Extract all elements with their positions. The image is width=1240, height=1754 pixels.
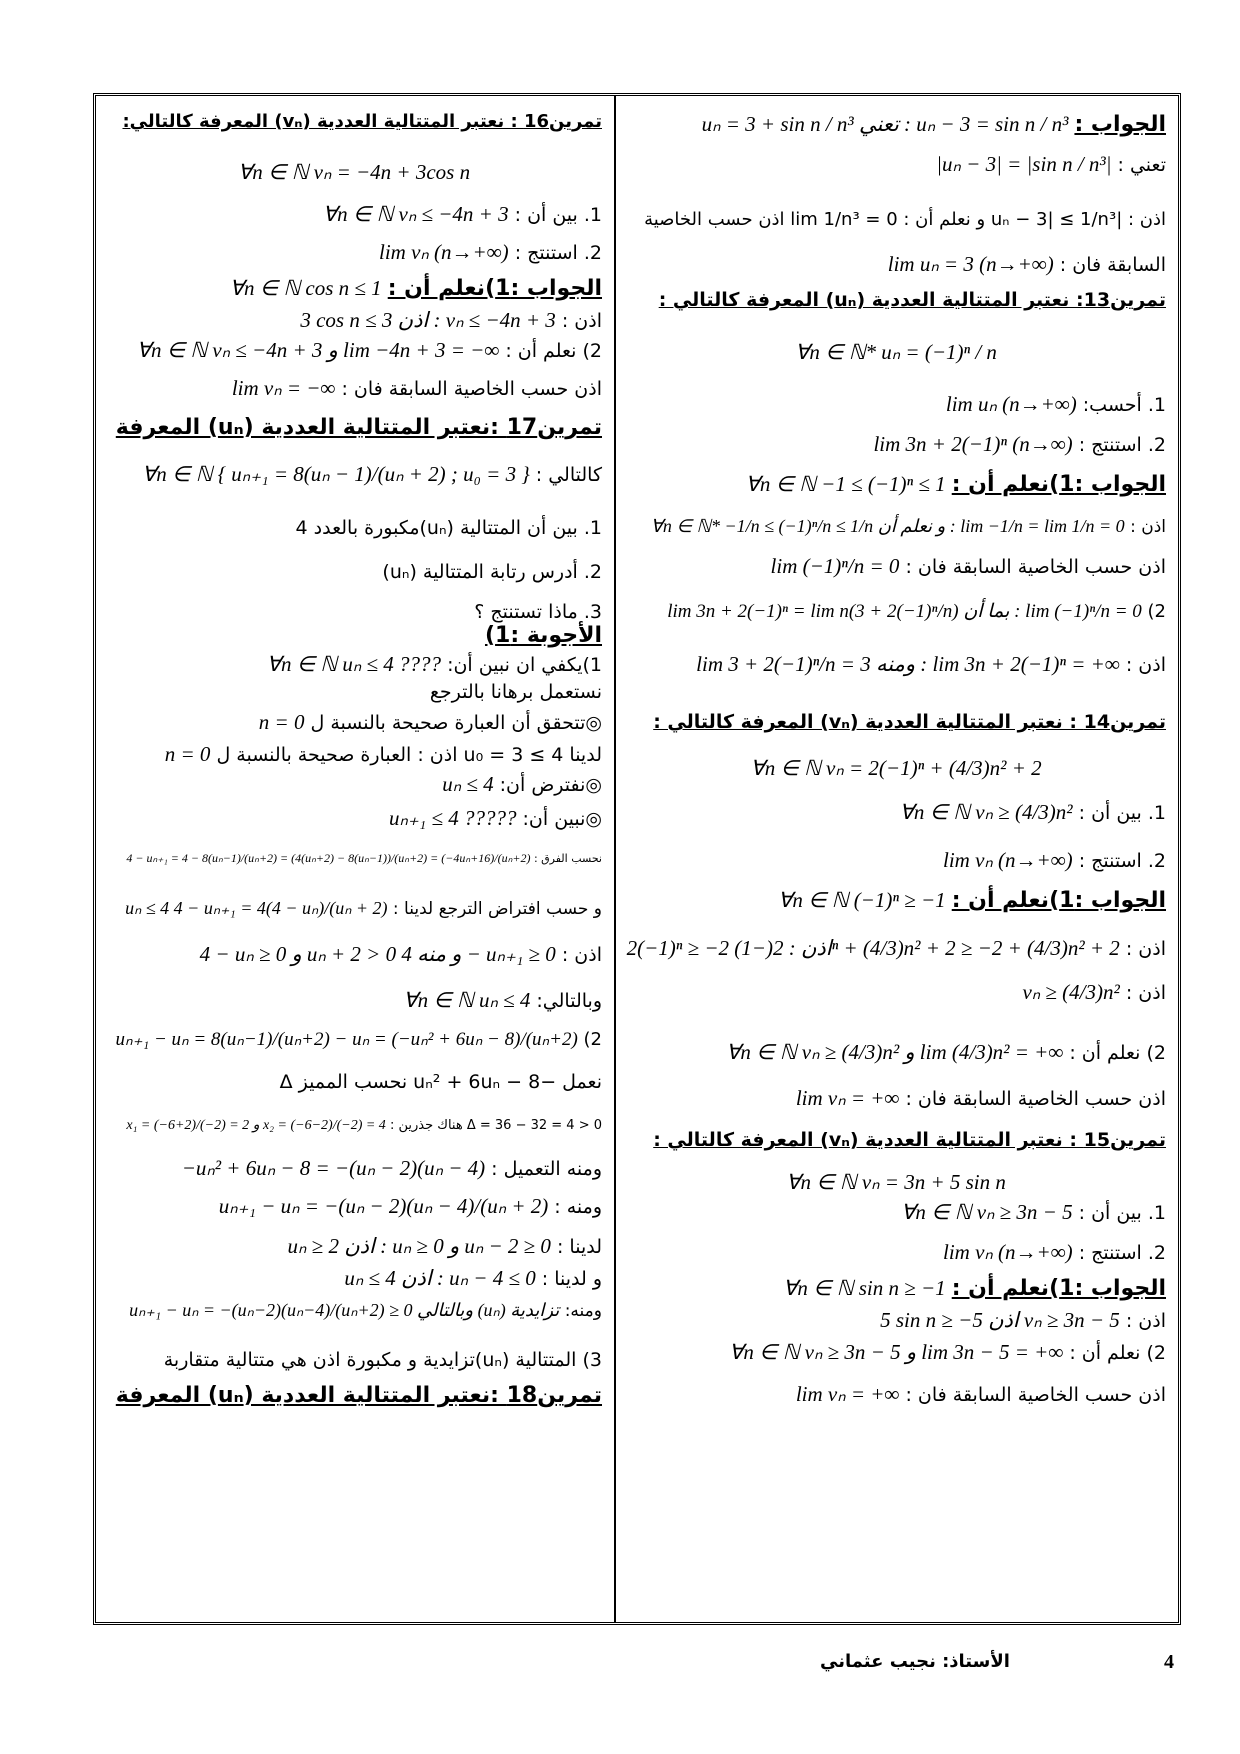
right-line-4-exercise-heading — [626, 288, 1166, 313]
right-line-6-formula: lim uₙ (n→+∞) — [945, 392, 1077, 416]
left-line-5-text: اذن : — [561, 310, 602, 332]
left-line-6-text: 2) نعلم أن : — [505, 340, 602, 362]
right-line-27 — [626, 1308, 1166, 1333]
left-line-12-text: 3. ماذا تستنتج ؟ — [474, 601, 602, 623]
left-line-26-text: Δ = 36 − 32 = 4 > 0 هناك جذرين : — [389, 1118, 602, 1133]
left-line-6-formula: ∀n ∈ ℕ vₙ ≤ −4n + 3 و lim −4n + 3 = −∞ — [136, 338, 500, 362]
right-line-14-formula: ∀n ∈ ℕ vₙ = 2(−1)ⁿ + (4/3)n² + 2 — [750, 756, 1042, 780]
right-line-10-text: اذن حسب الخاصية السابقة فان : — [905, 556, 1166, 578]
right-line-26-text: الجواب :1)نعلم أن : — [951, 1276, 1166, 1301]
right-line-19-formula: vₙ ≥ (4/3)n² — [1022, 980, 1120, 1004]
left-line-16 — [106, 710, 602, 735]
right-line-25-text: 2. استنتج : — [1078, 1242, 1166, 1264]
left-line-15 — [106, 680, 602, 704]
left-line-7-text: اذن حسب الخاصية السابقة فان : — [341, 378, 602, 400]
left-line-4-text: الجواب :1)نعلم أن : — [387, 276, 602, 301]
left-line-2 — [106, 202, 602, 227]
right-line-3-text: السابقة فان : — [1059, 254, 1166, 276]
left-line-13-answer-heading — [106, 624, 602, 648]
left-line-20-formula: 4 − uₙ₊₁ = 4 − 8(uₙ−1)/(uₙ+2) = (4(uₙ+2) − 8(uₙ−1))/(uₙ+2) = (−4uₙ+16)/(uₙ+2) — [126, 851, 531, 865]
left-line-29-text: لدينا : — [556, 1236, 602, 1258]
right-line-9-formula: ∀n ∈ ℕ* −1/n ≤ (−1)ⁿ/n ≤ 1/n و نعلم أن : lim −1/n = lim 1/n = 0 — [650, 516, 1125, 536]
right-line-9 — [626, 514, 1166, 539]
right-line-7-text: 2. استنتج : — [1078, 434, 1166, 456]
left-line-10-text: 1. بين أن المتتالية (uₙ)مكبورة بالعدد 4 — [295, 517, 602, 539]
right-line-0-formula: uₙ = 3 + sin n / n³ تعني : uₙ − 3 = sin n / n³ — [701, 112, 1069, 136]
right-line-20 — [626, 1040, 1166, 1065]
left-line-29 — [106, 1234, 602, 1259]
right-line-5-formula: ∀n ∈ ℕ* uₙ = (−1)ⁿ / n — [795, 340, 997, 364]
left-line-8-exercise-heading — [106, 416, 602, 440]
right-line-26-answer-heading — [626, 1276, 1166, 1301]
left-line-28 — [106, 1194, 602, 1219]
left-line-19 — [106, 806, 602, 831]
right-line-28-text: 2) نعلم أن : — [1069, 1342, 1166, 1364]
right-line-11 — [626, 600, 1166, 624]
right-column — [622, 100, 1170, 1754]
left-line-26 — [106, 1114, 602, 1138]
right-line-12-text: اذن : — [1125, 654, 1166, 676]
left-line-30-formula: uₙ ≤ 4 اذن : uₙ − 4 ≤ 0 — [344, 1266, 536, 1290]
left-line-5 — [106, 308, 602, 333]
left-line-23-formula: ∀n ∈ ℕ uₙ ≤ 4 — [403, 988, 531, 1012]
left-line-32 — [106, 1348, 602, 1372]
left-line-14 — [106, 652, 602, 677]
left-line-1 — [106, 160, 602, 185]
left-line-9 — [106, 462, 602, 487]
left-line-22-text: اذن : — [561, 944, 602, 966]
left-line-16-formula: n = 0 — [258, 710, 305, 734]
left-line-22 — [106, 942, 602, 967]
left-line-20-text: نحسب الفرق : — [533, 852, 602, 865]
left-line-14-text: 1)يكفي ان نبين أن: — [447, 654, 602, 676]
right-line-18-text: اذن : — [1125, 938, 1166, 960]
right-line-13-text: تمرين14 : نعتبر المتتالية العددية (vₙ) المعرفة كالتالي : — [653, 711, 1166, 733]
left-line-23 — [106, 988, 602, 1013]
left-line-19-formula: uₙ₊₁ ≤ 4 ????? — [388, 806, 517, 830]
left-line-18-text: ◎نفترض أن: — [499, 774, 602, 796]
right-line-28-formula: ∀n ∈ ℕ vₙ ≥ 3n − 5 و lim 3n − 5 = +∞ — [728, 1340, 1064, 1364]
left-line-25-text: نعمل −uₙ² + 6uₙ − 8 نحسب المميز Δ — [279, 1071, 602, 1093]
right-line-5 — [626, 340, 1166, 365]
right-line-8-text: الجواب :1)نعلم أن : — [951, 472, 1166, 497]
left-line-27-text: ومنه التعميل : — [491, 1158, 602, 1180]
right-line-20-formula: ∀n ∈ ℕ vₙ ≥ (4/3)n² و lim (4/3)n² = +∞ — [726, 1040, 1064, 1064]
right-line-2 — [626, 208, 1166, 232]
left-line-4-formula: ∀n ∈ ℕ cos n ≤ 1 — [229, 276, 382, 300]
left-line-17-text: لدينا u₀ = 3 ≤ 4 اذن : العبارة صحيحة بالنسبة ل — [216, 744, 602, 766]
right-line-10-formula: lim (−1)ⁿ/n = 0 — [770, 554, 900, 578]
right-line-3-formula: lim uₙ = 3 (n→+∞) — [887, 252, 1054, 276]
left-line-23-text: وبالتالي: — [536, 990, 602, 1012]
right-line-2-text: اذن : |uₙ − 3| ≤ 1/n³ و نعلم أن : lim 1/n³ = 0 اذن حسب الخاصية — [644, 209, 1166, 230]
left-line-21-text: و حسب افتراض الترجع لدينا : — [392, 899, 602, 919]
left-line-31-text: ومنه: — [564, 1301, 602, 1321]
left-line-3-formula: lim vₙ (n→+∞) — [379, 240, 509, 264]
right-line-21-text: اذن حسب الخاصية السابقة فان : — [905, 1088, 1166, 1110]
left-line-22-formula: 4 − uₙ ≥ 0 و uₙ + 2 > 0 و منه 4 − uₙ₊₁ ≥ 0 — [199, 942, 556, 966]
right-line-0-answer-heading — [626, 112, 1166, 137]
right-line-18-formula: 2(−1)ⁿ ≥ −2 اذن : 2(−1)ⁿ + (4/3)n² + 2 ≥ −2 + (4/3)n² + 2 — [626, 936, 1120, 960]
left-line-24-formula: uₙ₊₁ − uₙ = 8(uₙ−1)/(uₙ+2) − uₙ = (−uₙ² + 6uₙ − 8)/(uₙ+2) — [115, 1029, 578, 1050]
right-line-17-text: الجواب :1)نعلم أن : — [951, 888, 1166, 913]
left-line-30-text: و لدينا : — [541, 1268, 602, 1290]
right-line-25 — [626, 1240, 1166, 1265]
right-line-24-formula: ∀n ∈ ℕ vₙ ≥ 3n − 5 — [900, 1200, 1073, 1224]
left-line-32-text: 3) المتتالية (uₙ)تزايدية و مكبورة اذن هي متتالية متقاربة — [163, 1349, 602, 1371]
column-divider — [614, 96, 616, 1622]
right-line-19-text: اذن : — [1125, 982, 1166, 1004]
left-line-0-text: تمرين16 : نعتبر المتتالية العددية (vₙ) المعرفة كالتالي: — [122, 111, 602, 132]
right-line-1-formula: |uₙ − 3| = |sin n / n³| — [936, 152, 1112, 176]
left-line-24-text: 2) — [583, 1029, 602, 1050]
left-line-28-formula: uₙ₊₁ − uₙ = −(uₙ − 2)(uₙ − 4)/(uₙ + 2) — [218, 1194, 549, 1218]
right-line-4-text: تمرين13: نعتبر المتتالية العددية (uₙ) المعرفة كالتالي : — [658, 289, 1166, 311]
right-line-23 — [626, 1170, 1166, 1195]
right-line-17-formula: ∀n ∈ ℕ (−1)ⁿ ≥ −1 — [777, 888, 946, 912]
left-line-29-formula: uₙ ≥ 2 اذن : uₙ ≥ 0 و uₙ − 2 ≥ 0 — [287, 1234, 551, 1258]
left-line-26-formula: x₁ = (−6+2)/(−2) = 2 و x₂ = (−6−2)/(−2) = 4 — [126, 1118, 386, 1133]
right-line-14 — [626, 756, 1166, 781]
left-line-13-text: الأجوبة :1) — [484, 623, 602, 648]
right-line-25-formula: lim vₙ (n→+∞) — [943, 1240, 1073, 1264]
page-number: 4 — [1164, 1651, 1174, 1673]
right-line-21-formula: lim vₙ = +∞ — [795, 1086, 900, 1110]
right-line-11-formula: lim 3n + 2(−1)ⁿ = lim n(3 + 2(−1)ⁿ/n) بما أن : lim (−1)ⁿ/n = 0 — [667, 601, 1142, 622]
right-line-26-formula: ∀n ∈ ℕ sin n ≥ −1 — [782, 1276, 946, 1300]
left-line-24 — [106, 1028, 602, 1052]
left-line-21 — [106, 896, 602, 921]
left-line-14-formula: ∀n ∈ ℕ uₙ ≤ 4 ???? — [266, 652, 442, 676]
right-line-20-text: 2) نعلم أن : — [1069, 1042, 1166, 1064]
left-line-8-text: تمرين17 :نعتبر المتتالية العددية (uₙ) المعرفة — [115, 415, 602, 440]
left-line-27-formula: −uₙ² + 6uₙ − 8 = −(uₙ − 2)(uₙ − 4) — [181, 1156, 486, 1180]
left-line-2-formula: ∀n ∈ ℕ vₙ ≤ −4n + 3 — [322, 202, 509, 226]
right-line-7-formula: lim 3n + 2(−1)ⁿ (n→∞) — [873, 432, 1073, 456]
left-line-9-text: كالتالي : — [535, 464, 602, 486]
left-line-21-formula: uₙ ≤ 4 4 − uₙ₊₁ = 4(4 − uₙ)/(uₙ + 2) — [125, 898, 388, 918]
left-line-12 — [106, 600, 602, 624]
left-line-20 — [106, 846, 602, 871]
right-line-15-text: 1. بين أن : — [1078, 802, 1166, 824]
right-line-17-answer-heading — [626, 888, 1166, 913]
right-line-8-formula: ∀n ∈ ℕ −1 ≤ (−1)ⁿ ≤ 1 — [745, 472, 946, 496]
right-line-9-text: اذن : — [1130, 517, 1166, 537]
right-line-24 — [626, 1200, 1166, 1225]
right-line-24-text: 1. بين أن : — [1078, 1202, 1166, 1224]
right-line-16-text: 2. استنتج : — [1078, 850, 1166, 872]
right-line-19 — [626, 980, 1166, 1005]
right-line-8-answer-heading — [626, 472, 1166, 497]
right-line-3 — [626, 252, 1166, 277]
left-column — [102, 100, 606, 1754]
left-line-18-formula: uₙ ≤ 4 — [442, 772, 494, 796]
right-line-12-formula: lim 3 + 2(−1)ⁿ/n = 3 ومنه : lim 3n + 2(−1)ⁿ = +∞ — [696, 652, 1120, 676]
left-line-9-formula: ∀n ∈ ℕ { uₙ₊₁ = 8(uₙ − 1)/(uₙ + 2) ; u₀ = 3 } — [141, 462, 530, 486]
right-line-28 — [626, 1340, 1166, 1365]
left-line-30 — [106, 1266, 602, 1291]
left-line-5-formula: 3 cos n ≤ 3 اذن : vₙ ≤ −4n + 3 — [300, 308, 556, 332]
left-line-4-answer-heading — [106, 276, 602, 301]
right-line-29-formula: lim vₙ = +∞ — [795, 1382, 900, 1406]
right-line-22-text: تمرين15 : نعتبر المتتالية العددية (vₙ) المعرفة كالتالي : — [653, 1129, 1166, 1151]
left-line-3 — [106, 240, 602, 265]
right-line-15-formula: ∀n ∈ ℕ vₙ ≥ (4/3)n² — [899, 800, 1073, 824]
left-line-33-text: تمرين18 :نعتبر المتتالية العددية (uₙ) المعرفة — [115, 1383, 602, 1408]
left-line-31 — [106, 1298, 602, 1323]
left-line-16-text: ◎تتحقق أن العبارة صحيحة بالنسبة ل — [310, 712, 602, 734]
left-line-19-text: ◎نبين أن: — [522, 808, 602, 830]
right-line-16 — [626, 848, 1166, 873]
right-line-1 — [626, 152, 1166, 177]
right-line-23-formula: ∀n ∈ ℕ vₙ = 3n + 5 sin n — [786, 1170, 1006, 1194]
left-line-31-formula: uₙ₊₁ − uₙ = −(uₙ−2)(uₙ−4)/(uₙ+2) ≥ 0 وبالتالي (uₙ) تزايدية — [129, 1300, 560, 1320]
right-line-21 — [626, 1086, 1166, 1111]
right-line-29 — [626, 1382, 1166, 1407]
right-line-12 — [626, 652, 1166, 677]
right-line-15 — [626, 800, 1166, 825]
left-line-10 — [106, 516, 602, 540]
left-line-11-text: 2. أدرس رتابة المتتالية (uₙ) — [382, 561, 602, 583]
right-line-29-text: اذن حسب الخاصية السابقة فان : — [905, 1384, 1166, 1406]
left-line-17-formula: n = 0 — [164, 742, 211, 766]
left-line-15-text: نستعمل برهانا بالترجع — [429, 681, 602, 703]
right-line-13-exercise-heading — [626, 710, 1166, 735]
left-line-33-exercise-heading — [106, 1384, 602, 1408]
author-name: الأستاذ: نجيب عثماني — [820, 1651, 1010, 1672]
right-line-27-formula: 5 sin n ≥ −5 اذن vₙ ≥ 3n − 5 — [880, 1308, 1120, 1332]
left-line-0-exercise-heading — [106, 110, 602, 134]
right-line-0-text: الجواب : — [1074, 112, 1166, 137]
left-line-25 — [106, 1070, 602, 1094]
left-line-1-formula: ∀n ∈ ℕ vₙ = −4n + 3cos n — [237, 160, 471, 184]
right-line-11-text: 2) — [1147, 601, 1166, 622]
right-line-16-formula: lim vₙ (n→+∞) — [943, 848, 1073, 872]
right-line-6 — [626, 392, 1166, 417]
right-line-10 — [626, 554, 1166, 579]
right-line-1-text: تعني : — [1117, 154, 1166, 176]
left-line-2-text: 1. بين أن : — [514, 204, 602, 226]
right-line-7 — [626, 432, 1166, 457]
right-line-22-exercise-heading — [626, 1128, 1166, 1153]
left-line-17 — [106, 742, 602, 767]
left-line-28-text: ومنه : — [554, 1196, 602, 1218]
right-line-18 — [626, 936, 1166, 961]
left-line-7-formula: lim vₙ = −∞ — [231, 376, 336, 400]
right-line-27-text: اذن : — [1125, 1310, 1166, 1332]
left-line-7 — [106, 376, 602, 401]
left-line-27 — [106, 1156, 602, 1181]
left-line-3-text: 2. استنتج : — [514, 242, 602, 264]
right-line-6-text: 1. أحسب: — [1082, 394, 1166, 416]
left-line-6 — [106, 338, 602, 363]
left-line-18 — [106, 772, 602, 797]
left-line-11 — [106, 560, 602, 584]
